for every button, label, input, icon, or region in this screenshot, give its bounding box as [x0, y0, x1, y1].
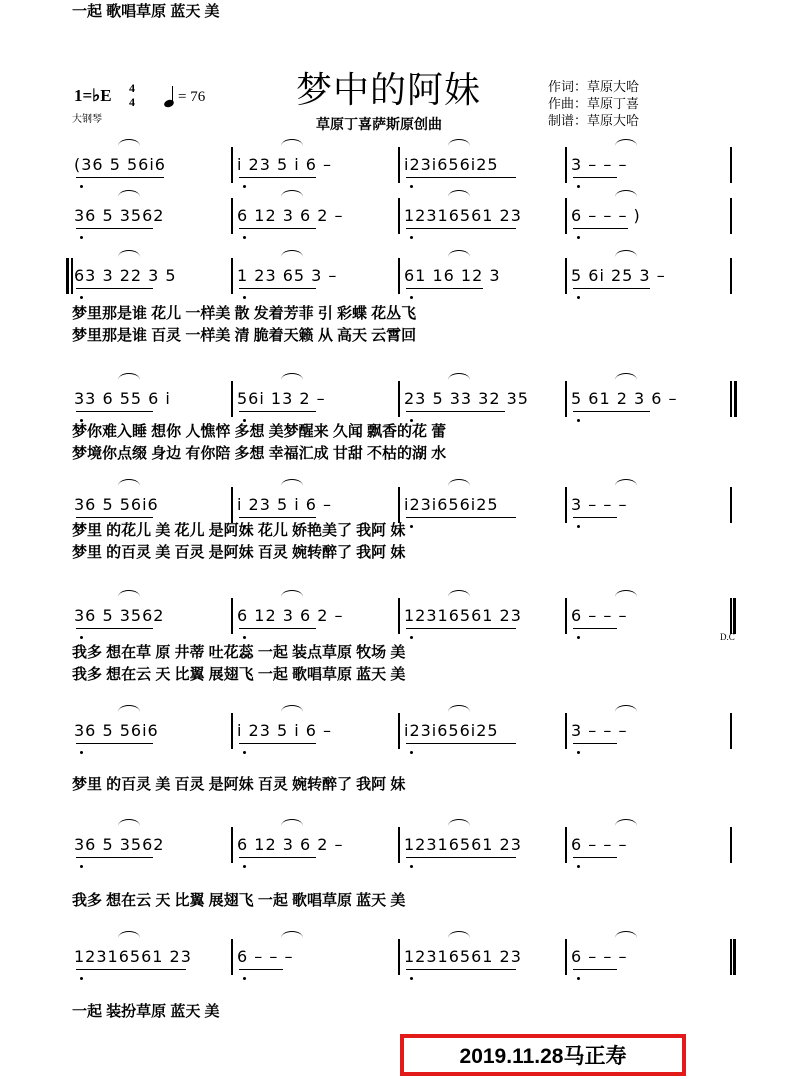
barline [565, 487, 567, 523]
beam-underline [406, 228, 516, 229]
slur-mark [118, 590, 140, 597]
barline [730, 147, 732, 183]
slur-mark [448, 250, 470, 257]
slur-mark [281, 373, 303, 380]
beam-underline [76, 857, 153, 858]
octave-dot [80, 185, 83, 188]
measure: 3 – – – [571, 721, 628, 740]
octave-dot [410, 636, 413, 639]
lyric-line: 梦里那是谁 百灵 一样美 清 脆着天籁 从 高天 云霄回 [72, 327, 417, 344]
slur-mark [118, 190, 140, 197]
measure: 3 – – – [571, 495, 628, 514]
slur-mark [448, 139, 470, 146]
measure: 61 16 12 3 [404, 266, 501, 285]
barline [730, 598, 732, 634]
time-signature-top: 4 [129, 81, 135, 95]
barline [231, 713, 233, 749]
measure: i 23 5 i 6 – [237, 155, 333, 174]
slur-mark [281, 590, 303, 597]
lyric-line: 我多 想在云 天 比翼 展翅飞 一起 歌唱草原 蓝天 美 [72, 892, 406, 909]
barline [398, 713, 400, 749]
octave-dot [410, 865, 413, 868]
barline [565, 713, 567, 749]
barline [398, 939, 400, 975]
beam-underline [406, 517, 516, 518]
measure: 36 5 3562 [74, 606, 165, 625]
slur-mark [281, 705, 303, 712]
lyric-line: 一起 歌唱草原 蓝天 美 [72, 3, 220, 20]
lyric-line: 梦里 的花儿 美 花儿 是阿妹 花儿 娇艳美了 我阿 妹 [72, 522, 406, 539]
measure: (36 5 56i6 [74, 155, 166, 174]
lyric-line: 梦里 的百灵 美 百灵 是阿妹 百灵 婉转醉了 我阿 妹 [72, 544, 406, 561]
key-signature [74, 81, 135, 109]
beam-underline [573, 969, 617, 970]
slur-mark [615, 250, 637, 257]
beam-underline [76, 288, 153, 289]
slur-mark [615, 479, 637, 486]
barline [565, 827, 567, 863]
barline [730, 381, 732, 417]
measure: 6 – – – [571, 606, 628, 625]
measure: 5 6i 25 3 – [571, 266, 666, 285]
beam-underline [406, 288, 483, 289]
slur-mark [448, 705, 470, 712]
slur-mark [448, 590, 470, 597]
slur-mark [615, 931, 637, 938]
beam-underline [573, 743, 617, 744]
key-label: 1=♭E [74, 86, 112, 105]
measure: 12316561 23 [404, 206, 522, 225]
beam-underline [573, 228, 628, 229]
lyric-line: 梦里 的百灵 美 百灵 是阿妹 百灵 婉转醉了 我阿 妹 [72, 776, 406, 793]
octave-dot [80, 865, 83, 868]
repeat-end-barline [734, 381, 737, 417]
beam-underline [76, 228, 153, 229]
transcriber-credit: 制谱：草原大哈 [548, 113, 640, 128]
measure: 36 5 3562 [74, 206, 165, 225]
octave-dot [577, 636, 580, 639]
notation-system [68, 147, 736, 193]
barline [398, 198, 400, 234]
measure: 63 3 22 3 5 [74, 266, 177, 285]
barline [565, 198, 567, 234]
song-subtitle: 草原丁喜萨斯原创曲 [316, 116, 442, 132]
slur-mark [448, 931, 470, 938]
beam-underline [76, 517, 153, 518]
measure: 6 – – – ) [571, 206, 641, 225]
measure: 6 – – – [237, 947, 294, 966]
beam-underline [573, 628, 617, 629]
octave-dot [577, 296, 580, 299]
lyric-line: 梦境你点缀 身边 有你陪 多想 幸福汇成 甘甜 不枯的湖 水 [72, 445, 447, 462]
measure: i23i656i25 [404, 721, 499, 740]
octave-dot [410, 296, 413, 299]
beam-underline [573, 411, 650, 412]
beam-underline [76, 411, 153, 412]
slur-mark [615, 373, 637, 380]
final-barline [733, 939, 736, 975]
beam-underline [239, 411, 316, 412]
notation-system [68, 827, 736, 873]
repeat-start-barline [66, 258, 69, 294]
barline [730, 487, 732, 523]
slur-mark [448, 819, 470, 826]
measure: 6 – – – [571, 947, 628, 966]
slur-mark [118, 705, 140, 712]
slur-mark [281, 250, 303, 257]
octave-dot [243, 236, 246, 239]
barline [565, 147, 567, 183]
notation-system [68, 198, 736, 244]
measure: 1 23 65 3 – [237, 266, 338, 285]
slur-mark [118, 479, 140, 486]
notation-system [68, 598, 736, 644]
slur-mark [118, 250, 140, 257]
barline [398, 487, 400, 523]
beam-underline [239, 177, 316, 178]
slur-mark [615, 139, 637, 146]
beam-underline [239, 228, 316, 229]
octave-dot [80, 236, 83, 239]
octave-dot [80, 977, 83, 980]
barline [231, 381, 233, 417]
barline [398, 147, 400, 183]
barline [231, 258, 233, 294]
octave-dot [80, 751, 83, 754]
barline [231, 827, 233, 863]
beam-underline [406, 628, 516, 629]
notation-system [68, 713, 736, 759]
octave-dot [577, 236, 580, 239]
measure: 23 5 33 32 35 [404, 389, 529, 408]
octave-dot [410, 185, 413, 188]
slur-mark [448, 373, 470, 380]
lyricist-credit: 作词：草原大哈 [548, 79, 640, 94]
slur-mark [118, 931, 140, 938]
dc-mark: D.C [720, 632, 735, 642]
slur-mark [281, 190, 303, 197]
slur-mark [615, 705, 637, 712]
slur-mark [281, 479, 303, 486]
slur-mark [448, 190, 470, 197]
measure: 6 12 3 6 2 – [237, 835, 344, 854]
beam-underline [239, 517, 316, 518]
beam-underline [406, 969, 516, 970]
tempo-mark: = 76 [178, 89, 206, 105]
octave-dot [80, 296, 83, 299]
octave-dot [243, 296, 246, 299]
measure: i23i656i25 [404, 495, 499, 514]
date-signature-stamp: 2019.11.28马正寿 [400, 1034, 686, 1076]
beam-underline [573, 288, 650, 289]
repeat-start-thin [71, 258, 73, 294]
barline [231, 487, 233, 523]
lyric-line: 梦里那是谁 花儿 一样美 散 发着芳菲 引 彩蝶 花丛飞 [72, 305, 417, 322]
measure: 6 12 3 6 2 – [237, 606, 344, 625]
barline [231, 939, 233, 975]
lyric-line: 梦你难入睡 想你 人憔悴 多想 美梦醒来 久闻 飘香的花 蕾 [72, 423, 447, 440]
measure: 36 5 3562 [74, 835, 165, 854]
measure: 6 – – – [571, 835, 628, 854]
beam-underline [239, 628, 316, 629]
slur-mark [281, 819, 303, 826]
measure: 12316561 23 [404, 606, 522, 625]
slur-mark [615, 190, 637, 197]
beam-underline [239, 288, 316, 289]
barline [398, 381, 400, 417]
time-signature-bottom: 4 [129, 95, 135, 109]
measure: i23i656i25 [404, 155, 499, 174]
song-title: 梦中的阿妹 [296, 70, 482, 110]
beam-underline [239, 743, 316, 744]
slur-mark [448, 479, 470, 486]
octave-dot [243, 185, 246, 188]
barline [231, 147, 233, 183]
instrument-label: 大钢琴 [72, 114, 102, 125]
measure: 12316561 23 [74, 947, 192, 966]
slur-mark [118, 373, 140, 380]
beam-underline [573, 517, 617, 518]
measure: 33 6 55 6 i [74, 389, 171, 408]
octave-dot [243, 977, 246, 980]
octave-dot [80, 636, 83, 639]
measure: i 23 5 i 6 – [237, 721, 333, 740]
beam-underline [76, 177, 164, 178]
barline [730, 827, 732, 863]
beam-underline [76, 969, 186, 970]
credits-block [548, 78, 639, 129]
measure: 3 – – – [571, 155, 628, 174]
beam-underline [406, 743, 516, 744]
slur-mark [118, 139, 140, 146]
measure: 56i 13 2 – [237, 389, 326, 408]
lyric-line: 我多 想在草 原 井蒂 吐花蕊 一起 装点草原 牧场 美 [72, 644, 406, 661]
final-barline [733, 598, 736, 634]
beam-underline [573, 857, 617, 858]
measure: 12316561 23 [404, 947, 522, 966]
measure: 36 5 56i6 [74, 721, 159, 740]
notation-system [68, 258, 736, 304]
beam-underline [573, 177, 617, 178]
measure: 12316561 23 [404, 835, 522, 854]
beam-underline [76, 743, 153, 744]
beam-underline [76, 628, 153, 629]
octave-dot [243, 751, 246, 754]
octave-dot [243, 865, 246, 868]
octave-dot [577, 185, 580, 188]
barline [730, 939, 732, 975]
measure: 5 61 2 3 6 – [571, 389, 678, 408]
beam-underline [239, 969, 283, 970]
octave-dot [243, 636, 246, 639]
barline [730, 713, 732, 749]
slur-mark [615, 819, 637, 826]
barline [565, 598, 567, 634]
notation-system [68, 939, 736, 985]
slur-mark [281, 931, 303, 938]
octave-dot [577, 865, 580, 868]
octave-dot [410, 751, 413, 754]
barline [231, 598, 233, 634]
quarter-note-stem [172, 86, 173, 104]
octave-dot [410, 977, 413, 980]
measure: 6 12 3 6 2 – [237, 206, 344, 225]
slur-mark [118, 819, 140, 826]
barline [231, 198, 233, 234]
lyric-line: 一起 装扮草原 蓝天 美 [72, 1003, 220, 1020]
barline [565, 381, 567, 417]
octave-dot [577, 751, 580, 754]
measure: i 23 5 i 6 – [237, 495, 333, 514]
octave-dot [577, 977, 580, 980]
beam-underline [406, 411, 505, 412]
barline [730, 258, 732, 294]
barline [398, 258, 400, 294]
barline [730, 198, 732, 234]
lyric-line: 我多 想在云 天 比翼 展翅飞 一起 歌唱草原 蓝天 美 [72, 666, 406, 683]
octave-dot [410, 236, 413, 239]
barline [565, 939, 567, 975]
measure: 36 5 56i6 [74, 495, 159, 514]
barline [398, 598, 400, 634]
barline [398, 827, 400, 863]
slur-mark [615, 590, 637, 597]
barline [565, 258, 567, 294]
composer-credit: 作曲：草原丁喜 [548, 96, 640, 111]
beam-underline [406, 177, 516, 178]
beam-underline [406, 857, 516, 858]
slur-mark [281, 139, 303, 146]
beam-underline [239, 857, 316, 858]
